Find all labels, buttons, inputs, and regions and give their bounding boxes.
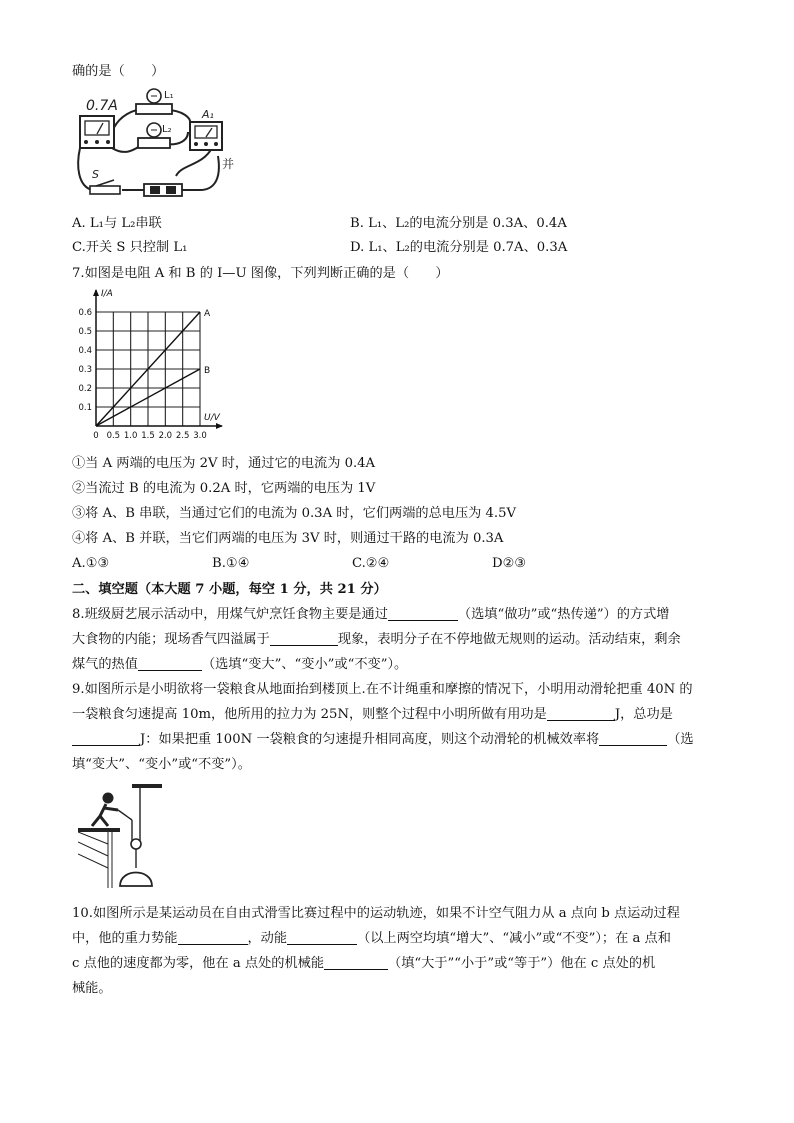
answer-blank[interactable] — [599, 731, 667, 746]
answer-blank[interactable] — [138, 656, 202, 671]
answer-blank[interactable] — [270, 631, 338, 646]
q7-statement-2: ②当流过 B 的电流为 0.2A 时，它两端的电压为 1V — [72, 481, 376, 496]
q7-option-c: C.②④ — [352, 556, 390, 571]
q10-line-2 — [72, 929, 671, 949]
answer-blank[interactable] — [324, 955, 388, 970]
q8-text: 大食物的内能；现场香气四溢属于 — [72, 632, 270, 647]
answer-blank[interactable] — [388, 606, 458, 621]
q7-statement-4: ④将 A、B 并联，当它们两端的电压为 3V 时，则通过干路的电流为 0.3A — [72, 531, 504, 546]
q8-text: （选填“变大”、“变小”或“不变”）。 — [201, 657, 408, 672]
section-heading: 二、填空题（本大题 7 小题，每空 1 分，共 21 分） — [72, 582, 387, 597]
y-axis-label: I/A — [101, 289, 113, 299]
q10-text: c 点他的速度都为零，他在 a 点处的机械能 — [72, 956, 325, 971]
q8-text: （选填“做功”或“热传递”）的方式增 — [457, 607, 670, 622]
q9-text: J，总功是 — [614, 707, 673, 722]
q10-text: 中，他的重力势能 — [72, 931, 178, 946]
bulb2-label: L₂ — [162, 124, 172, 135]
q10-text: （以上两空均填“增大”、“减小”或“不变”）；在 a 点和 — [357, 931, 671, 946]
q9-line-4: 填“变大”、“变小”或“不变”）。 — [72, 757, 251, 772]
y-tick-label: 0.4 — [78, 346, 92, 356]
x-tick-label: 1.0 — [123, 431, 138, 441]
x-tick-label: 0.5 — [106, 431, 121, 441]
x-tick-label: 2.5 — [175, 431, 190, 441]
q9-line-2 — [72, 705, 673, 725]
answer-blank[interactable] — [547, 706, 615, 721]
q7-statement-1: ①当 A 两端的电压为 2V 时，通过它的电流为 0.4A — [72, 456, 376, 471]
q10-line-3 — [72, 954, 655, 974]
q8-text: 煤气的热值 — [72, 657, 138, 672]
q7-option-a: A.①③ — [72, 556, 110, 571]
switch — [90, 180, 120, 194]
ammeter2-label: A₁ — [202, 108, 214, 121]
x-tick-label: 1.5 — [141, 431, 155, 441]
x-axis-label: U/V — [204, 413, 220, 423]
q6-option-d: D. L₁、L₂的电流分别是 0.7A、0.3A — [350, 240, 568, 255]
q9-text: 一袋粮食匀速提高 10m，他所用的拉力为 25N，则整个过程中小明所做有用功是 — [72, 707, 547, 722]
answer-blank[interactable] — [178, 930, 248, 945]
y-tick-label: 0.6 — [78, 308, 92, 318]
q7-option-b: B.①④ — [212, 556, 250, 571]
grain-sack-icon — [120, 873, 152, 887]
q9-line-3 — [72, 730, 694, 750]
x-tick-label: 0 — [93, 431, 99, 441]
figure-note: 并 — [222, 157, 235, 171]
q6-option-c: C.开关 S 只控制 L₁ — [72, 240, 188, 255]
q6-option-b: B. L₁、L₂的电流分别是 0.3A、0.4A — [350, 216, 567, 231]
y-tick-label: 0.5 — [78, 327, 92, 337]
q9-text: （选 — [667, 732, 694, 747]
q6-stem-tail: 确的是（ ） — [72, 64, 165, 79]
switch-label: S — [92, 168, 99, 181]
q8-line-1 — [72, 605, 670, 625]
y-tick-label: 0.2 — [78, 384, 92, 394]
y-axis-arrow — [93, 289, 99, 296]
ammeter1-label: 0.7A — [86, 98, 118, 114]
x-tick-label: 2.0 — [158, 431, 173, 441]
y-tick-label: 0.1 — [78, 403, 92, 413]
series-label-b: B — [204, 366, 211, 376]
pulley-icon — [131, 839, 141, 849]
x-tick-label: 3.0 — [193, 431, 207, 441]
ammeter-a1 — [190, 122, 222, 150]
q7-option-d: D②③ — [492, 556, 527, 571]
q7-stem: 7.如图是电阻 A 和 B 的 I—U 图像，下列判断正确的是（ ） — [72, 266, 449, 281]
person-icon — [92, 793, 118, 826]
pulley-figure — [78, 784, 178, 888]
q10-text: ，动能 — [247, 931, 288, 946]
q6-option-a: A. L₁与 L₂串联 — [72, 216, 162, 231]
q8-line-2 — [72, 630, 681, 650]
battery — [144, 184, 182, 196]
ammeter-0.7a — [80, 116, 114, 148]
y-tick-label: 0.3 — [78, 365, 92, 375]
q8-line-3 — [72, 655, 407, 675]
q8-text: 8.班级厨艺展示活动中，用煤气炉烹饪食物主要是通过 — [72, 607, 388, 622]
q10-line-1: 10.如图所示是某运动员在自由式滑雪比赛过程中的运动轨迹，如果不计空气阻力从 a 点向 b 点运动过程 — [72, 906, 680, 921]
bulb1-label: L₁ — [164, 90, 174, 101]
q9-text: J：如果把重 100N 一袋粮食的匀速提升相同高度，则这个动滑轮的机械效率将 — [140, 732, 600, 747]
q10-text: （填“大于”“小于”或“等于”）他在 c 点处的机 — [388, 956, 656, 971]
q7-statement-3: ③将 A、B 串联，当通过它们的电流为 0.3A 时，它们两端的总电压为 4.5V — [72, 506, 517, 521]
x-axis-arrow — [216, 423, 223, 429]
circuit-diagram — [72, 86, 242, 198]
answer-blank[interactable] — [72, 731, 140, 746]
iu-chart — [72, 284, 230, 444]
answer-blank[interactable] — [287, 930, 357, 945]
q10-line-4: 械能。 — [72, 981, 112, 996]
q9-line-1: 9.如图所示是小明欲将一袋粮食从地面抬到楼顶上.在不计绳重和摩擦的情况下，小明用动滑轮把重 40N 的 — [72, 682, 693, 697]
series-label-a: A — [204, 309, 211, 319]
q8-text: 现象，表明分子在不停地做无规则的运动。活动结束，剩余 — [337, 632, 681, 647]
